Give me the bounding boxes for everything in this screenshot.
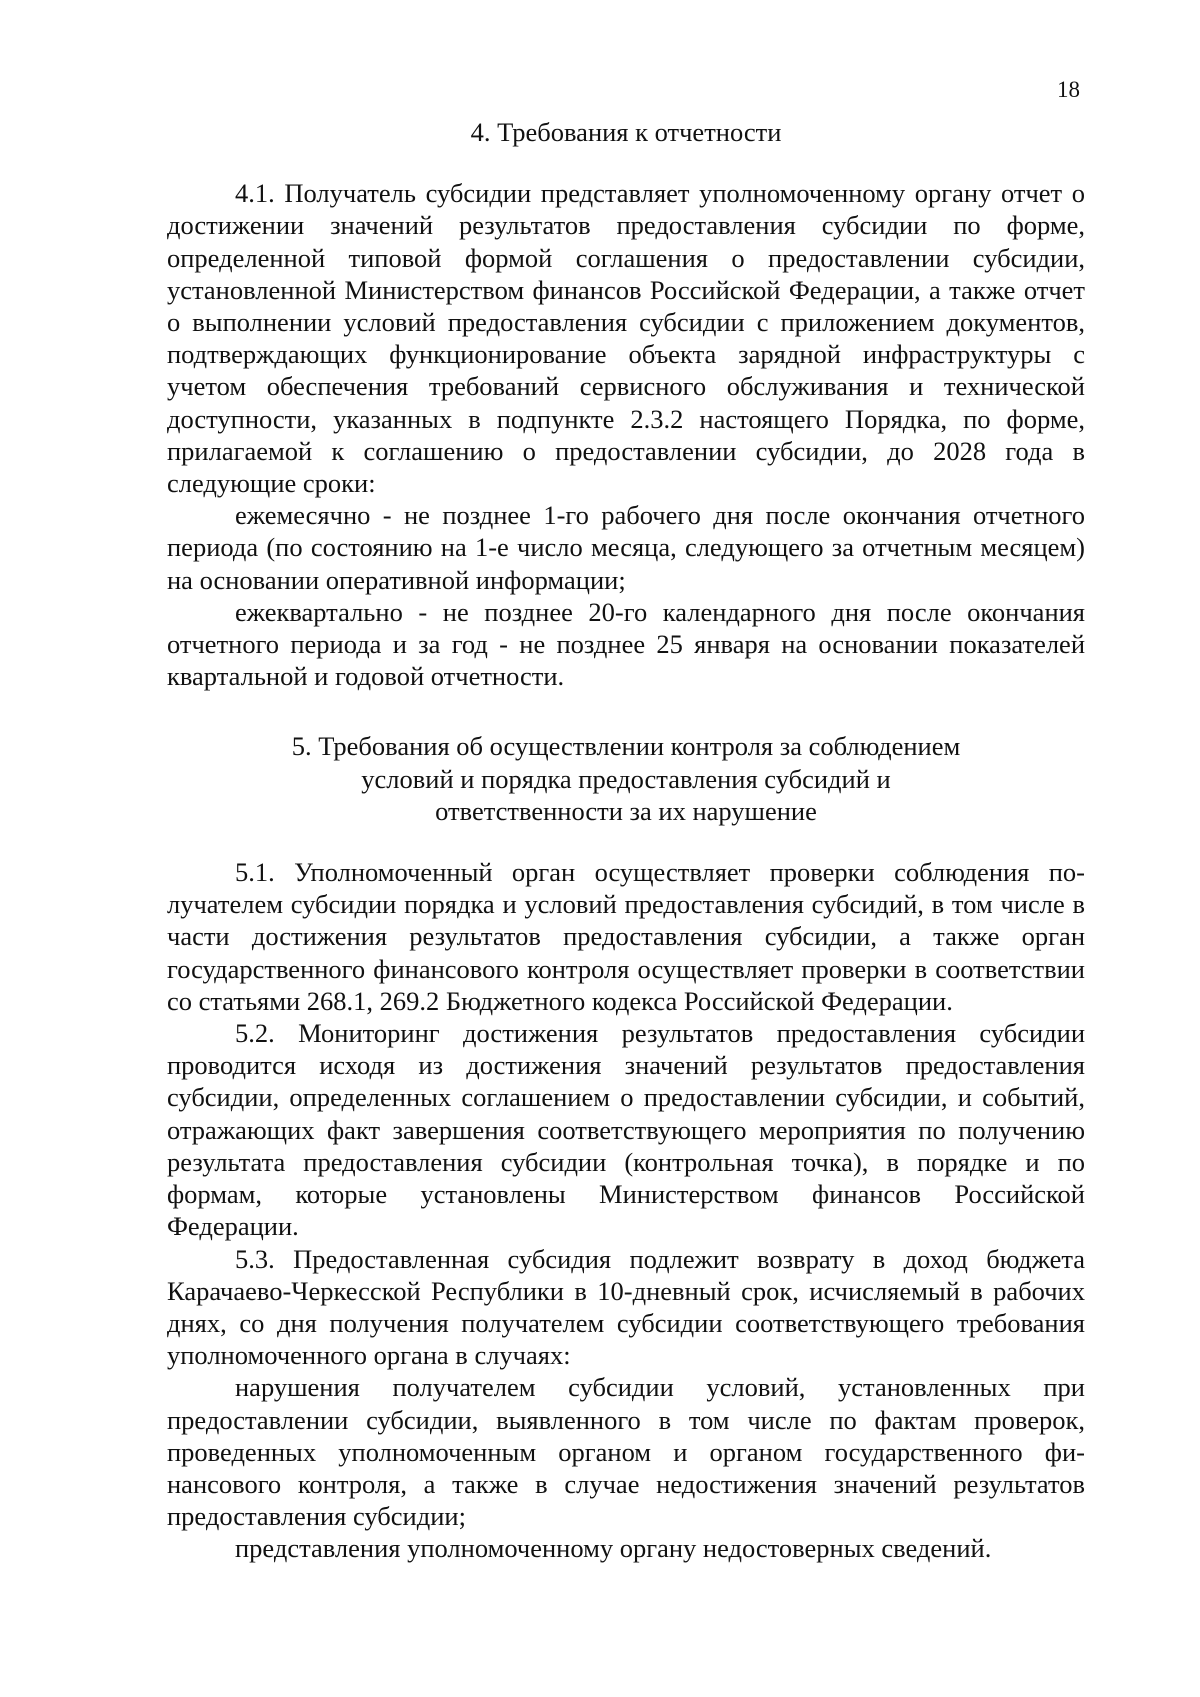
- document-body: [167, 116, 1085, 1565]
- paragraph-5-2: 5.2. Мониторинг достижения результатов предоставления субсидии проводится исходя из достижения значений результатов предоставления субсидии, определенных соглашением о предоставлении субсидии, и событий, отражающих факт завершения соответствующего мероприятия по получению результата предоставления субсидии (контрольная точка), в порядке и по формам, которые установлены Министерством финансов Российской Федерации.: [167, 1018, 1085, 1242]
- paragraph-false-info: представления уполномоченному органу недостоверных сведений.: [235, 1533, 992, 1564]
- section-5-heading-line-3: ответственности за их нарушение: [435, 795, 817, 826]
- section-5-heading: [167, 730, 1085, 827]
- page-number: 18: [1057, 77, 1080, 102]
- paragraph-5-1: 5.1. Уполномоченный орган осуществляет проверки соблюдения получателем субсидии порядка и условий предоставления субсидий, в том числе в части достижения результатов предоставления субсидии, а также орган государственного финансового контроля осуществляет проверки в соответствии со статьями 268.1, 269.2 Бюджетного кодекса Российской Федерации.: [167, 857, 1085, 1016]
- section-4-heading: 4. Требования к отчетности: [470, 117, 782, 147]
- section-5-heading-line-2: условий и порядка предоставления субсидий и: [361, 763, 891, 794]
- paragraph-5-3: 5.3. Предоставленная субсидия подлежит возврату в доход бюджета Карачаево-Черкесской Республики в 10-дневный срок, исчисляемый в рабочих днях, со дня получения получателем субсидии соответствующего требования уполномоченного органа в случаях:: [167, 1243, 1085, 1371]
- paragraph-4-1: 4.1. Получатель субсидии представляет уполномоченному органу отчет о достижении значений результатов предоставления субсидии по форме, определенной типовой формой соглашения о предоставлении субсидии, установленной Министерством финансов Российской Федерации, а также отчет о выполнении условий предоставления субсидии с приложением документов, подтверждающих функционирование объекта зарядной инфраструктуры с учетом обеспечения требований сервисного обслуживания и технической доступности, указанных в подпункте 2.3.2 настоящего Порядка, по форме, прилагаемой к соглашению о предоставлении субсидии, до 2028 года в следующие сроки:: [167, 178, 1085, 499]
- paragraph-violation: нарушения получателем субсидии условий, установленных при предоставлении субсидии, выявленного в том числе по фактам проверок, проведенных уполномоченным органом и органом государственного финансового контроля, а также в случае недостижения значений результатов предоставления субсидии;: [167, 1372, 1085, 1532]
- paragraph-monthly: ежемесячно - не позднее 1-го рабочего дня после окончания отчетного периода (по состоянию на 1-е число месяца, следующего за отчетным месяцем) на основании оперативной информации;: [167, 500, 1085, 595]
- paragraph-quarterly: ежеквартально - не позднее 20-го календарного дня после окончания отчетного периода и за год - не позднее 25 января на основании показателей квартальной и годовой отчетности.: [167, 596, 1085, 692]
- section-5-heading-line-1: 5. Требования об осуществлении контроля за соблюдением: [291, 731, 961, 762]
